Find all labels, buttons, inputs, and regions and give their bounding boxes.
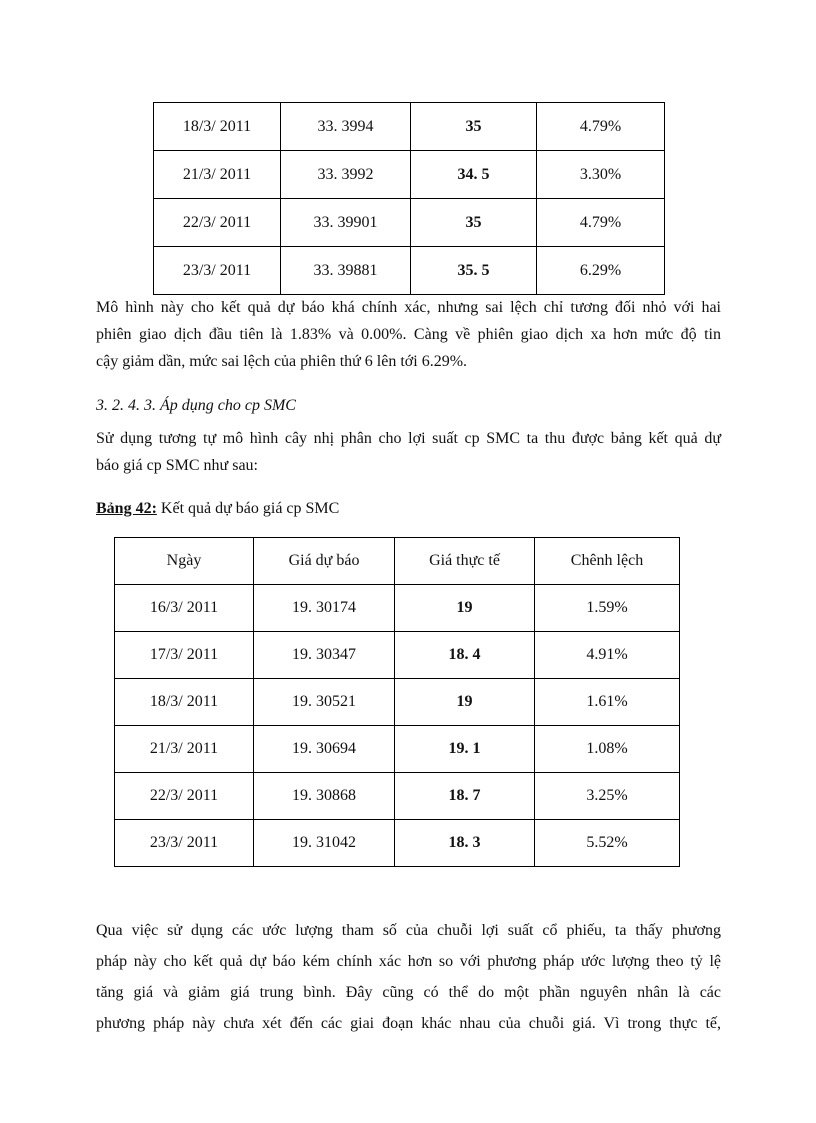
difference-cell: 4.79% bbox=[537, 199, 665, 247]
table-row bbox=[154, 247, 665, 295]
table-row bbox=[115, 632, 680, 679]
paragraph-smc-intro bbox=[96, 425, 721, 479]
section-heading: 3. 2. 4. 3. Áp dụng cho cp SMC bbox=[96, 397, 296, 414]
paragraph-line: Mô hình này cho kết quả dự báo khá chính xác, nhưng sai lệch chỉ tương đối nhỏ với hai bbox=[96, 299, 721, 316]
forecast-price-cell: 19. 31042 bbox=[254, 820, 395, 867]
date-cell: 18/3/ 2011 bbox=[154, 103, 281, 151]
column-header-difference: Chênh lệch bbox=[535, 538, 680, 585]
actual-price-cell: 35 bbox=[411, 103, 537, 151]
column-header-forecast: Giá dự báo bbox=[254, 538, 395, 585]
forecast-price-cell: 33. 3994 bbox=[281, 103, 411, 151]
date-cell: 23/3/ 2011 bbox=[154, 247, 281, 295]
table-header-row bbox=[115, 538, 680, 585]
date-cell: 23/3/ 2011 bbox=[115, 820, 254, 867]
difference-cell: 3.30% bbox=[537, 151, 665, 199]
table-row bbox=[115, 726, 680, 773]
forecast-price-cell: 19. 30174 bbox=[254, 585, 395, 632]
caption-label: Bảng 42: bbox=[96, 500, 157, 517]
actual-price-cell: 18. 7 bbox=[395, 773, 535, 820]
paragraph-line: phương pháp này chưa xét đến các giai đoạn khác nhau của chuỗi giá. Vì trong thực tế, bbox=[96, 1015, 721, 1032]
difference-cell: 6.29% bbox=[537, 247, 665, 295]
date-cell: 22/3/ 2011 bbox=[115, 773, 254, 820]
difference-cell: 1.61% bbox=[535, 679, 680, 726]
actual-price-cell: 18. 4 bbox=[395, 632, 535, 679]
actual-price-cell: 35 bbox=[411, 199, 537, 247]
forecast-table-continued bbox=[153, 102, 665, 295]
forecast-price-cell: 33. 39881 bbox=[281, 247, 411, 295]
difference-cell: 3.25% bbox=[535, 773, 680, 820]
date-cell: 21/3/ 2011 bbox=[154, 151, 281, 199]
date-cell: 21/3/ 2011 bbox=[115, 726, 254, 773]
forecast-price-cell: 19. 30347 bbox=[254, 632, 395, 679]
forecast-price-cell: 33. 3992 bbox=[281, 151, 411, 199]
paragraph-line: tăng giá và giảm giá trung bình. Đây cũng có thể do một phần nguyên nhân là các bbox=[96, 984, 721, 1001]
table-row bbox=[154, 103, 665, 151]
difference-cell: 1.08% bbox=[535, 726, 680, 773]
difference-cell: 1.59% bbox=[535, 585, 680, 632]
table-row bbox=[115, 820, 680, 867]
table-row bbox=[115, 773, 680, 820]
actual-price-cell: 34. 5 bbox=[411, 151, 537, 199]
paragraph-line: phiên giao dịch đầu tiên là 1.83% và 0.00%. Càng về phiên giao dịch xa hơn mức độ tin bbox=[96, 326, 721, 343]
forecast-price-cell: 19. 30521 bbox=[254, 679, 395, 726]
paragraph-conclusion bbox=[96, 915, 721, 1039]
forecast-price-cell: 19. 30868 bbox=[254, 773, 395, 820]
column-header-date: Ngày bbox=[115, 538, 254, 585]
actual-price-cell: 19. 1 bbox=[395, 726, 535, 773]
paragraph-line: báo giá cp SMC như sau: bbox=[96, 457, 258, 474]
forecast-price-cell: 33. 39901 bbox=[281, 199, 411, 247]
table-row bbox=[154, 199, 665, 247]
paragraph-line: pháp này cho kết quả dự báo kém chính xác hơn so với phương pháp ước lượng theo tỷ lệ bbox=[96, 953, 721, 970]
difference-cell: 4.79% bbox=[537, 103, 665, 151]
paragraph-line: Sử dụng tương tự mô hình cây nhị phân cho lợi suất cp SMC ta thu được bảng kết quả dự bbox=[96, 430, 721, 447]
table-row bbox=[115, 679, 680, 726]
actual-price-cell: 19 bbox=[395, 585, 535, 632]
caption-text: Kết quả dự báo giá cp SMC bbox=[156, 500, 340, 517]
actual-price-cell: 19 bbox=[395, 679, 535, 726]
smc-forecast-table bbox=[114, 537, 680, 867]
paragraph-model-accuracy bbox=[96, 294, 721, 375]
date-cell: 22/3/ 2011 bbox=[154, 199, 281, 247]
table-row bbox=[154, 151, 665, 199]
difference-cell: 4.91% bbox=[535, 632, 680, 679]
table-caption bbox=[96, 495, 339, 522]
date-cell: 18/3/ 2011 bbox=[115, 679, 254, 726]
paragraph-line: cậy giảm dần, mức sai lệch của phiên thứ 6 lên tới 6.29%. bbox=[96, 353, 468, 370]
column-header-actual: Giá thực tế bbox=[395, 538, 535, 585]
paragraph-line: Qua việc sử dụng các ước lượng tham số của chuỗi lợi suất cổ phiếu, ta thấy phương bbox=[96, 922, 721, 939]
forecast-price-cell: 19. 30694 bbox=[254, 726, 395, 773]
actual-price-cell: 35. 5 bbox=[411, 247, 537, 295]
table-row bbox=[115, 585, 680, 632]
date-cell: 17/3/ 2011 bbox=[115, 632, 254, 679]
difference-cell: 5.52% bbox=[535, 820, 680, 867]
date-cell: 16/3/ 2011 bbox=[115, 585, 254, 632]
actual-price-cell: 18. 3 bbox=[395, 820, 535, 867]
